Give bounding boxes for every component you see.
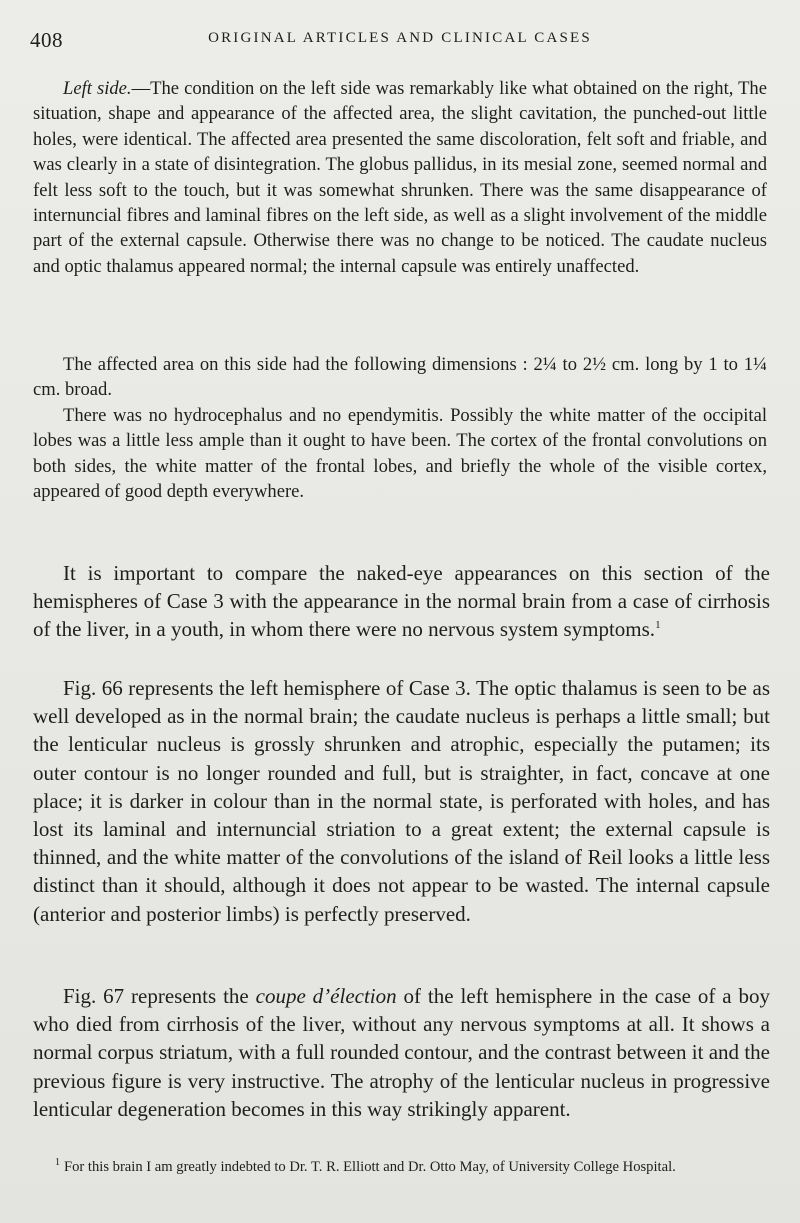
- paragraph-dimensions: [33, 352, 767, 403]
- footnote-reference[interactable]: 1: [655, 619, 661, 632]
- paragraph-text: Fig. 66 represents the left hemisphere of Case 3. The optic thalamus is seen to be as well developed as in the normal brain; the caudate nucleus is perhaps a little small; but the lenticular nucleus is grossly shrunken and atrophic, especially the putamen; its outer contour is no longer rounded and full, but is straighter, in fact, concave at one place; it is darker in colour than in the normal state, is perforated with holes, and has lost its laminal and internuncial striation to a great extent; the external capsule is thinned, and the white matter of the convolutions of the island of Reil looks a little less distinct than it should, although it does not appear to be wasted. The internal capsule (anterior and posterior limbs) is perfectly preserved.: [33, 676, 770, 926]
- paragraph-left-side: [33, 76, 767, 279]
- footnote-mark: 1: [55, 1157, 60, 1169]
- side-heading: Left side.: [63, 78, 132, 99]
- paragraph-text: —The condition on the left side was remarkably like what obtained on the right, The situation, shape and appearance of the affected area, the slight cavitation, the punched-out little holes, were identical. The affected area presented the same discoloration, felt soft and friable, and was clearly in a state of disintegration. The globus pallidus, in its mesial zone, seemed normal and felt less soft to the touch, but it was somewhat shrunken. There was the same disappearance of internuncial fibres and laminal fibres on the left side, as well as a slight involvement of the middle part of the external capsule. Otherwise there was no change to be noticed. The caudate nucleus and optic thalamus appeared normal; the internal capsule was entirely unaffected.: [33, 78, 767, 277]
- paragraph-comparison: [33, 559, 770, 644]
- paragraph-text-start: Fig. 67 represents the: [63, 984, 256, 1008]
- paragraph-text: It is important to compare the naked-eye appearances on this section of the hemispheres of Case 3 with the appearance in the normal brain from a case of cirrhosis of the liver, in a youth, in whom there were no nervous system symptoms.: [33, 561, 770, 642]
- running-head: [30, 22, 770, 58]
- page-number: 408: [30, 28, 63, 52]
- paragraph-text: The affected area on this side had the following dimensions : 2¼ to 2½ cm. long by 1 to 1¼ cm. broad.: [33, 354, 767, 401]
- paragraph-fig-67: [33, 982, 770, 1123]
- paragraph-text: There was no hydrocephalus and no ependymitis. Possibly the white matter of the occipital lobes was a little less ample than it ought to have been. The cortex of the frontal convolutions on both sides, the white matter of the frontal lobes, and briefly the whole of the visible cortex, appeared of good depth everywhere.: [33, 405, 767, 503]
- footnote: [33, 1159, 770, 1176]
- paragraph-hydrocephalus: [33, 403, 767, 505]
- italic-term: coupe d’élection: [255, 984, 397, 1008]
- footnote-text: For this brain I am greatly indebted to Dr. T. R. Elliott and Dr. Otto May, of University College Hospital.: [64, 1159, 676, 1175]
- running-title: ORIGINAL ARTICLES AND CLINICAL CASES: [208, 30, 592, 46]
- paragraph-fig-66: [33, 674, 770, 928]
- paragraph-text-end: of the left hemisphere in the case of a boy who died from cirrhosis of the liver, without any nervous symptoms at all. It shows a normal corpus striatum, with a full rounded contour, and the contrast between it and the previous figure is very instructive. The atrophy of the lenticular nucleus in progressive lenticular degeneration becomes in this way strikingly apparent.: [33, 984, 770, 1121]
